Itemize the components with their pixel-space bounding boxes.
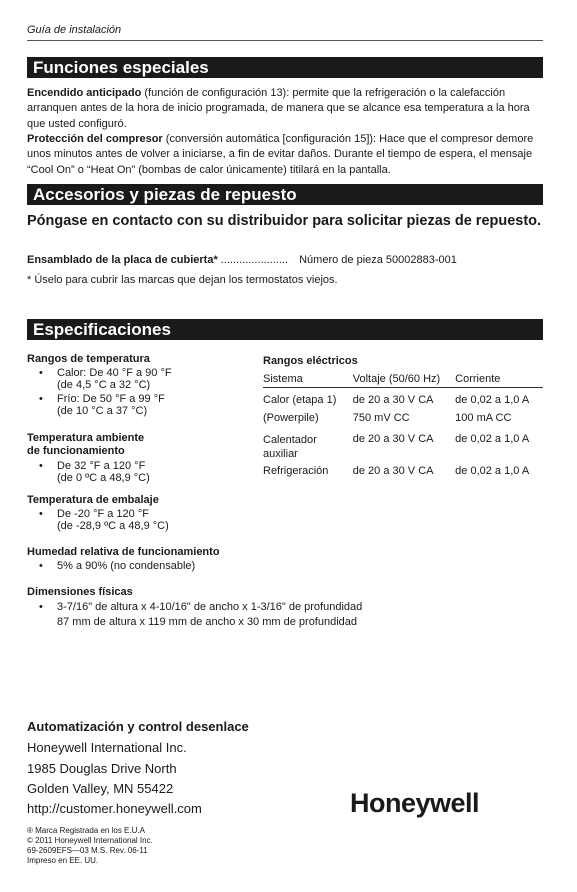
table-header-row xyxy=(263,373,543,388)
company-street: 1985 Douglas Drive North xyxy=(27,761,177,776)
shipping-temperature xyxy=(27,494,257,532)
col-current: Corriente xyxy=(455,373,501,385)
shipping-heading: Temperatura de embalaje xyxy=(27,494,159,506)
physical-dimensions xyxy=(27,586,527,630)
dimensions-values: • 3-7/16" de altura x 4-10/16" de ancho x 1-3/16" de profundidad 87 mm de altura x 119 mm de ancho x 30 mm de profundidad xyxy=(27,600,527,630)
humidity xyxy=(27,546,327,572)
humidity-heading: Humedad relativa de funcionamiento xyxy=(27,546,220,558)
early-start-paragraph xyxy=(27,86,543,132)
compressor-text: (conversión automática [configuración 15]): Hace que el compresor demore unos minutos antes de volver a iniciarse, a fin de evitar daños. Durante el tiempo de espera, el mensaje “Cool On” o “Heat On” (bombas de calor únicamente) titilará en la pantalla. xyxy=(27,133,534,176)
table-row: Calentador auxiliar de 20 a 30 V CA de 0,02 a 1,0 A xyxy=(263,432,530,460)
early-start-label: Encendido anticipado xyxy=(27,87,142,99)
cool-range: • Frío: De 50 °F a 99 °F (de 10 °C a 37 °C) xyxy=(27,393,257,417)
compressor-paragraph xyxy=(27,132,543,178)
honeywell-logo: Honeywell xyxy=(350,788,480,818)
humidity-range: • 5% a 90% (no condensable) xyxy=(27,560,327,572)
electrical-ratings-heading: Rangos eléctricos xyxy=(263,355,358,367)
cover-plate-row xyxy=(27,254,543,266)
table-row: (Powerpile) 750 mV CC 100 mA CC xyxy=(263,411,512,424)
company-city: Golden Valley, MN 55422 xyxy=(27,781,174,796)
dimensions-heading: Dimensiones físicas xyxy=(27,586,133,598)
col-voltage: Voltaje (50/60 Hz) xyxy=(352,373,441,385)
table-row: Refrigeración de 20 a 30 V CA de 0,02 a 1,0 A xyxy=(263,464,530,477)
ambient-temperature xyxy=(27,432,257,484)
ambient-range: • De 32 °F a 120 °F (de 0 ºC a 48,9 °C) xyxy=(27,460,257,484)
temperature-ranges xyxy=(27,353,257,417)
part-number: Número de pieza 50002883-001 xyxy=(299,254,457,266)
section-title-accessories: Accesorios y piezas de repuesto xyxy=(33,185,297,204)
header-divider xyxy=(27,40,543,41)
section-bar-accessories xyxy=(27,184,543,205)
temperature-ranges-heading: Rangos de temperatura xyxy=(27,353,150,365)
document-number: 69-2609EFS—03 M.S. Rev. 06-11 xyxy=(27,846,148,855)
guide-title: Guía de instalación xyxy=(27,24,122,36)
ambient-heading: Temperatura ambiente de funcionamiento xyxy=(27,432,145,457)
cover-plate-label: Ensamblado de la placa de cubierta* xyxy=(27,254,218,266)
early-start-text: (función de configuración 13): permite que la refrigeración o la calefacción arranquen antes de la hora de inicio programada, de manera que se alcance esa temperatura a la hora que usted configuró. xyxy=(27,87,530,130)
copyright-line: © 2011 Honeywell International Inc. xyxy=(27,836,153,845)
cover-plate-note: * Úselo para cubrir las marcas que dejan los termostatos viejos. xyxy=(27,274,338,286)
section-title-special: Funciones especiales xyxy=(33,58,209,77)
col-system: Sistema xyxy=(263,373,303,385)
contact-dealer-text: Póngase en contacto con su distribuidor para solicitar piezas de repuesto. xyxy=(27,213,542,229)
company-heading: Automatización y control desenlace xyxy=(27,719,249,734)
compressor-label: Protección del compresor xyxy=(27,133,163,145)
trademark-line: ® Marca Registrada en los E.U.A xyxy=(27,826,145,835)
section-title-specs: Especificaciones xyxy=(33,320,171,339)
leader-dots: ...................... xyxy=(220,254,289,266)
section-bar-specs xyxy=(27,319,543,340)
legal-footer xyxy=(27,826,153,866)
company-url[interactable]: http://customer.honeywell.com xyxy=(27,801,202,816)
heat-range: • Calor: De 40 °F a 90 °F (de 4,5 °C a 32 °C) xyxy=(27,367,257,391)
section-bar-special xyxy=(27,57,543,78)
electrical-ratings-table xyxy=(263,373,543,477)
table-row: Calor (etapa 1) de 20 a 30 V CA de 0,02 a 1,0 A xyxy=(263,394,530,406)
printed-in: Impreso en EE. UU. xyxy=(27,856,99,865)
shipping-range: • De -20 °F a 120 °F (de -28,9 ºC a 48,9 °C) xyxy=(27,508,257,532)
company-name: Honeywell International Inc. xyxy=(27,740,187,755)
